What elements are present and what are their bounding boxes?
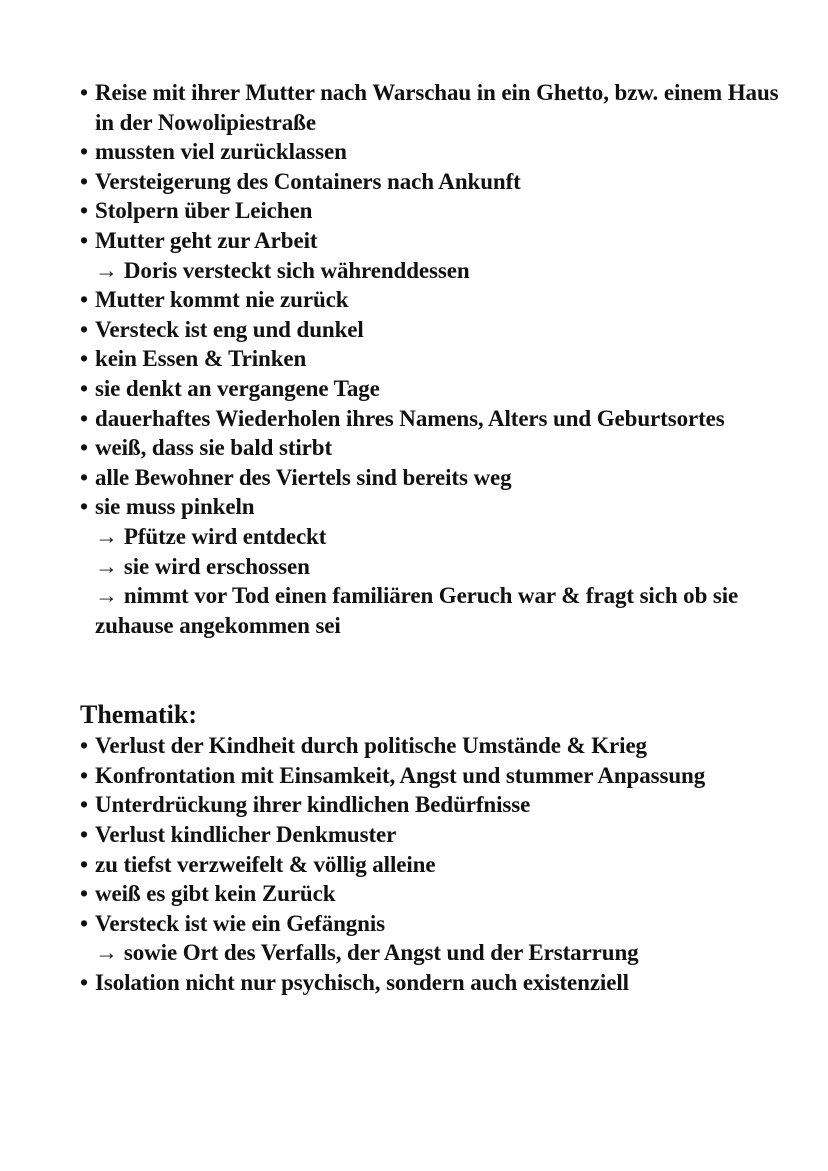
list-item (80, 344, 780, 374)
list-item-text: Versteck ist wie ein Gefängnis (95, 910, 386, 936)
list-item (80, 137, 780, 167)
sub-point-text: Pfütze wird entdeckt (123, 523, 327, 549)
arrow-right-icon: → (95, 553, 118, 579)
list-item-text: dauerhaftes Wiederholen ihres Namens, Alters und Geburtsortes (95, 405, 725, 431)
list-item-text: Stolpern über Leichen (95, 198, 313, 224)
list-item-text: Mutter geht zur Arbeit (95, 227, 318, 253)
list-item (80, 463, 780, 493)
list-item (80, 968, 780, 998)
list-item-text: Versteck ist eng und dunkel (95, 316, 364, 342)
list-item-text: Versteigerung des Containers nach Ankunft (95, 168, 521, 194)
sub-point (95, 522, 780, 552)
list-item (80, 909, 780, 968)
list-item-text: alle Bewohner des Viertels sind bereits weg (95, 464, 512, 490)
list-item (80, 226, 780, 285)
list-item (80, 315, 780, 345)
sub-point-text: sie wird erschossen (123, 553, 310, 579)
list-item-text: sie muss pinkeln (95, 494, 255, 520)
list-item-text: Mutter kommt nie zurück (95, 287, 349, 313)
list-item-text: zu tiefst verzweifelt & völlig alleine (95, 851, 436, 877)
sub-point (95, 552, 780, 582)
list-item-text: kein Essen & Trinken (95, 346, 307, 372)
list-item-text: mussten viel zurücklassen (95, 139, 347, 165)
list-item-text: Isolation nicht nur psychisch, sondern auch existenziell (95, 970, 629, 996)
list-item-text: Unterdrückung ihrer kindlichen Bedürfnisse (95, 792, 531, 818)
list-item (80, 761, 780, 791)
list-item-text: weiß, dass sie bald stirbt (95, 435, 333, 461)
list-item (80, 433, 780, 463)
section-title-thematik: Thematik: (80, 700, 197, 730)
list-item (80, 879, 780, 909)
list-item (80, 374, 780, 404)
sub-point (95, 938, 780, 968)
list-item-text: Reise mit ihrer Mutter nach Warschau in ein Ghetto, bzw. einem Haus in der Nowolipiestraße (95, 80, 779, 135)
list-item-text: sie denkt an vergangene Tage (95, 375, 380, 401)
list-item (80, 78, 780, 137)
document-page (80, 78, 780, 998)
list-item (80, 492, 780, 640)
list-item-text: Verlust der Kindheit durch politische Umstände & Krieg (95, 733, 647, 759)
thematik-list (80, 731, 780, 997)
list-item (80, 167, 780, 197)
list-item (80, 404, 780, 434)
list-item (80, 850, 780, 880)
list-item-text: Verlust kindlicher Denkmuster (95, 822, 397, 848)
sub-point-text: nimmt vor Tod einen familiären Geruch war & fragt sich ob sie zuhause angekommen sei (95, 583, 739, 638)
sub-point-text: Doris versteckt sich währenddessen (123, 257, 470, 283)
list-item (80, 285, 780, 315)
section-spacer (80, 640, 780, 699)
list-item-text: Konfrontation mit Einsamkeit, Angst und stummer Anpassung (95, 762, 706, 788)
arrow-right-icon: → (95, 257, 118, 283)
list-item (80, 820, 780, 850)
list-item (80, 196, 780, 226)
sub-point (95, 581, 780, 640)
list-item (80, 790, 780, 820)
summary-list (80, 78, 780, 640)
sub-point (95, 256, 780, 286)
arrow-right-icon: → (95, 583, 118, 609)
list-item-text: weiß es gibt kein Zurück (95, 881, 336, 907)
list-item (80, 731, 780, 761)
arrow-right-icon: → (95, 523, 118, 549)
arrow-right-icon: → (95, 940, 118, 966)
sub-point-text: sowie Ort des Verfalls, der Angst und der Erstarrung (123, 940, 639, 966)
